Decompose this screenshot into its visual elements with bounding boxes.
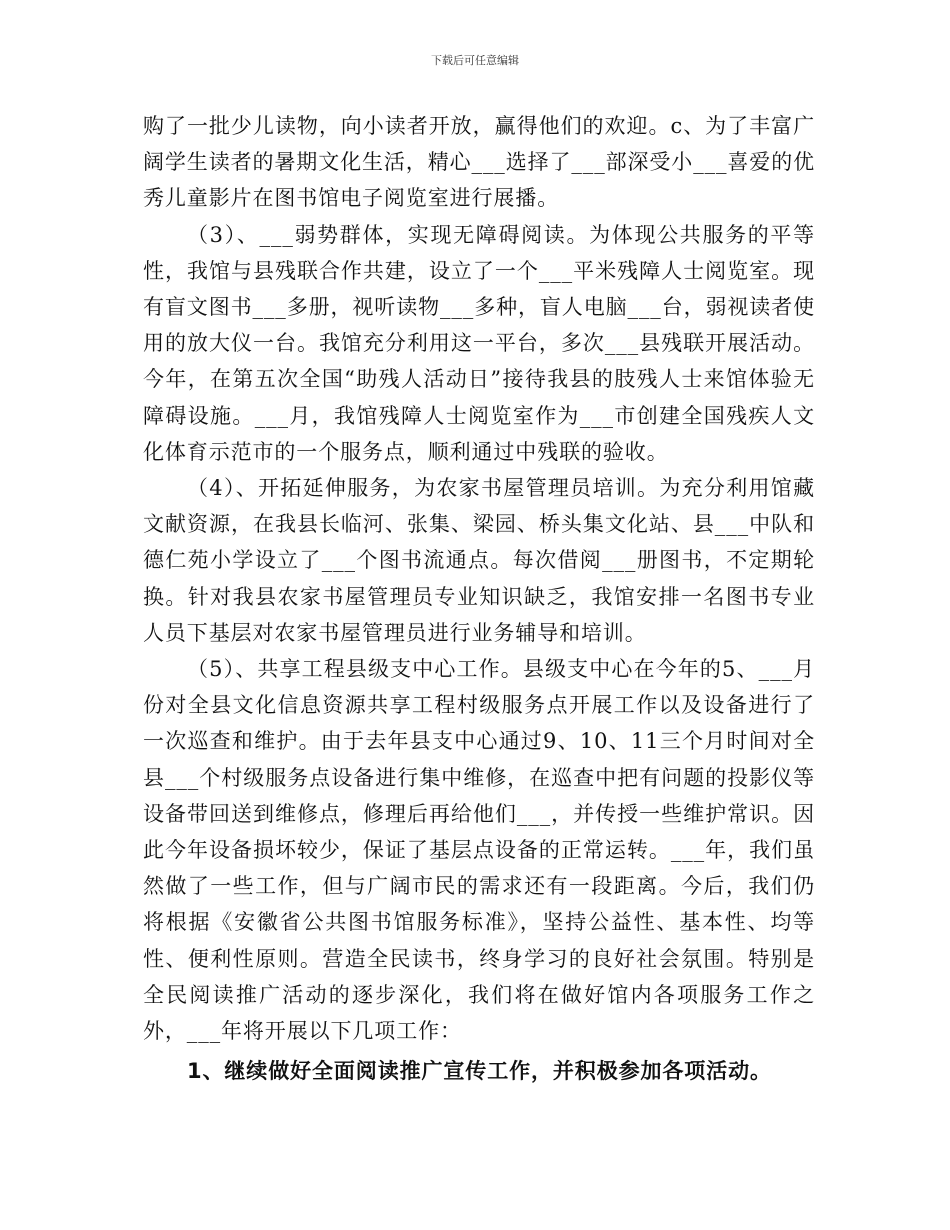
paragraph-continuation: 购了一批少儿读物，向小读者开放，赢得他们的欢迎。c、为了丰富广阔学生读者的暑期文化生活，精心___选择了___部深受小___喜爱的优秀儿童影片在图书馆电子阅览室进行展播。 <box>143 114 815 211</box>
paragraph-item-3: （3）、___弱势群体，实现无障碍阅读。为体现公共服务的平等性，我馆与县残联合作共建，设立了一个___平米残障人士阅览室。现有盲文图书___多册，视听读物___多种，盲人电脑___台，弱视读者使用的放大仪一台。我馆充分利用这一平台，多次___县残联开展活动。今年，在第五次全国“助残人活动日”接待我县的肢残人士来馆体验无障碍设施。___月，我馆残障人士阅览室作为___市创建全国残疾人文化体育示范市的一个服务点，顺利通过中残联的验收。 <box>143 222 815 464</box>
page-header: 下载后可任意编辑 <box>431 54 519 67</box>
paragraph-item-4: （4）、开拓延伸服务，为农家书屋管理员培训。为充分利用馆藏文献资源，在我县长临河、张集、梁园、桥头集文化站、县___中队和德仁苑小学设立了___个图书流通点。每次借阅___册图书，不定期轮换。针对我县农家书屋管理员专业知识缺乏，我馆安排一名图书专业人员下基层对农家书屋管理员进行业务辅导和培训。 <box>143 476 815 645</box>
document-body <box>143 108 815 1089</box>
section-heading: 1、继续做好全面阅读推广宣传工作，并积极参加各项活动。 <box>187 1059 772 1084</box>
paragraph-item-5: （5）、共享工程县级支中心工作。县级支中心在今年的5、___月份对全县文化信息资源共享工程村级服务点开展工作以及设备进行了一次巡查和维护。由于去年县支中心通过9、10、11三个月时间对全县___个村级服务点设备进行集中维修，在巡查中把有问题的投影仪等设备带回送到维修点，修理后再给他们___，并传授一些维护常识。因此今年设备损坏较少，保证了基层点设备的正常运转。___年，我们虽然做了一些工作，但与广阔市民的需求还有一段距离。今后，我们仍将根据《安徽省公共图书馆服务标准》，坚持公益性、基本性、均等性、便利性原则。营造全民读书，终身学习的良好社会氛围。特别是全民阅读推广活动的逐步深化，我们将在做好馆内各项服务工作之外，___年将开展以下几项工作： <box>143 657 815 1044</box>
